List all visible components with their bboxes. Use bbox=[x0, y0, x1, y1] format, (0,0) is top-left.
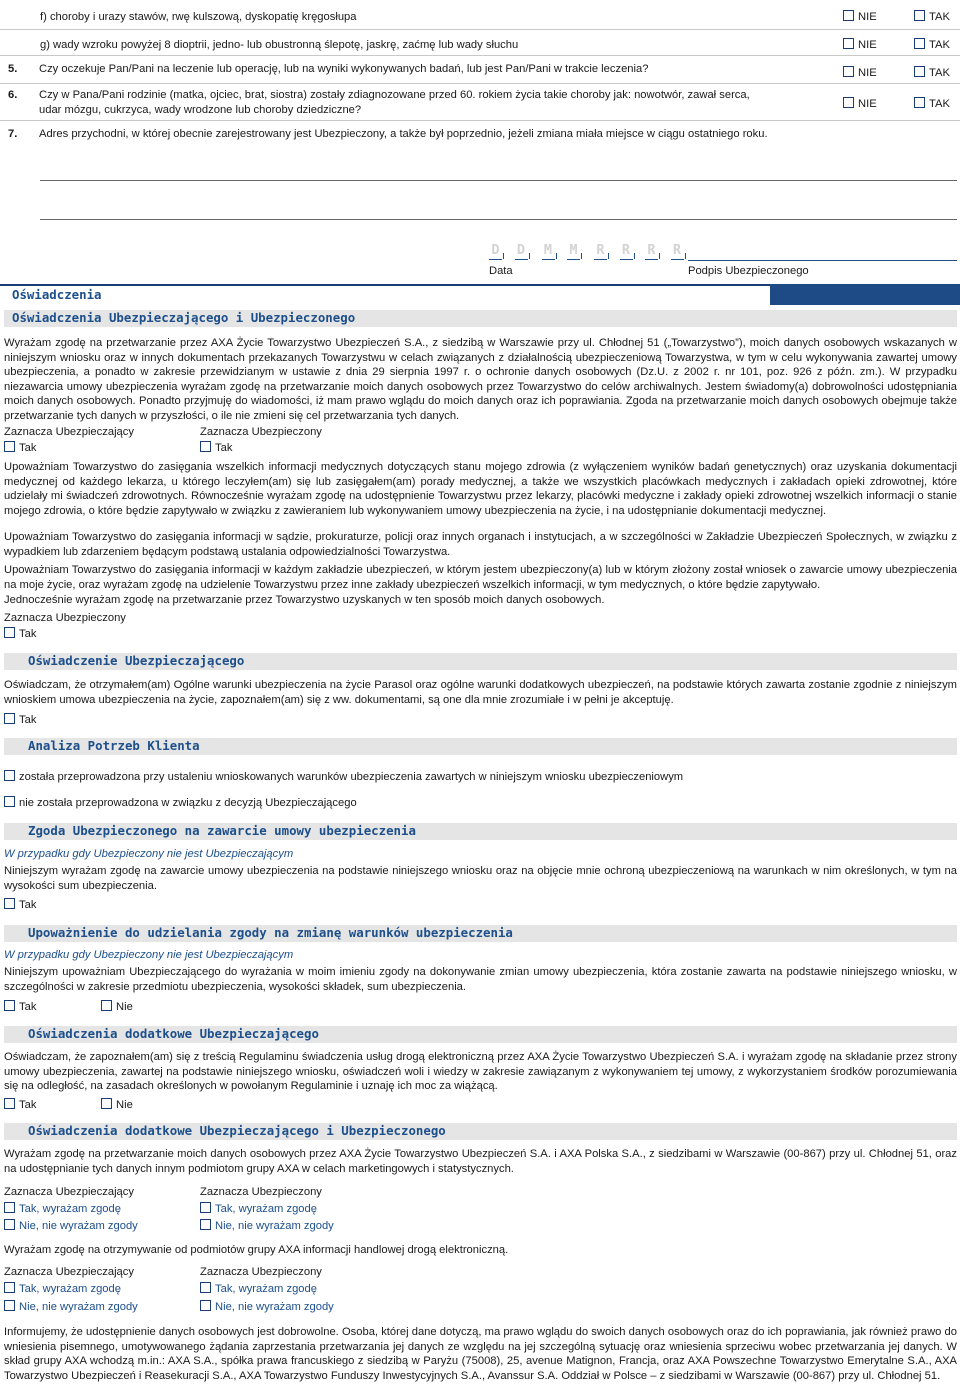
signature-label: Podpis Ubezpieczonego bbox=[688, 265, 809, 277]
consent-paragraph-4: Upoważniam Towarzystwo do zasięgania informacji w każdym zakładzie ubezpieczeń, w którym jestem ubezpieczony(a) lub w którym złożony został wniosek o zawarcie umowy ubezpieczenia na moje życie, oraz wyrażam zgodę na udzielenie Towarzystwu przez inne zakłady ubezpieczeń wszelkich informacji, w tym medycznych, o które będzie zapytywało. bbox=[4, 564, 957, 591]
p1-ubezpieczony-tak[interactable] bbox=[200, 441, 232, 456]
q-f-nie-option[interactable] bbox=[843, 10, 877, 25]
p1-ubezpieczajacy-tak[interactable] bbox=[4, 441, 36, 456]
date-digit[interactable]: D bbox=[489, 241, 502, 260]
electronic-ubezpieczajacy-nie[interactable] bbox=[4, 1300, 138, 1315]
option-label: Nie, nie wyrażam zgody bbox=[19, 1220, 138, 1232]
divider bbox=[0, 55, 960, 56]
divider bbox=[0, 120, 960, 121]
question-5 bbox=[8, 62, 828, 77]
checkbox[interactable] bbox=[843, 10, 854, 21]
option-label: Nie, nie wyrażam zgody bbox=[215, 1220, 334, 1232]
checkbox[interactable] bbox=[4, 770, 15, 781]
section-heading-osw-ubezpieczajacego: Oświadczenie Ubezpieczającego bbox=[28, 653, 245, 668]
question-text: udar mózgu, cukrzyca, wady wrodzone lub choroby dziedziczne? bbox=[39, 103, 362, 116]
q-g-nie-option[interactable] bbox=[843, 38, 877, 53]
consent-paragraph-2: Upoważniam Towarzystwo do zasięgania wszelkich informacji medycznych dotyczących stanu mojego zdrowia (z wyłączeniem wyników badań genetycznych) oraz uzyskania dokumentacji medycznej od każdego lekarza, u którego leczyłem(am) się lub zasięgałem(am) porady medycznej, a także we wszystkich placówkach medycznych i zakładach opieki zdrowotnej, które udzielały mi świadczeń zdrowotnych. Równocześnie wyrażam zgodę na udostępnienie Towarzystwu przez lekarzy, placówki medyczne i zakłady opieki zdrowotnej wszelkich informacji o stanie mojego zdrowia, o które będzie zapytywało w związku z zawieraniem lub wykonywaniem umowy ubezpieczenia na życie, i na udostępnianie dokumentacji medycznej. bbox=[4, 461, 957, 517]
question-f: f) choroby i urazy stawów, rwę kulszową, dyskopatię kręgosłupa bbox=[40, 11, 357, 23]
checkbox[interactable] bbox=[4, 627, 15, 638]
checkbox[interactable] bbox=[4, 713, 15, 724]
option-label: Tak, wyrażam zgodę bbox=[215, 1283, 317, 1295]
checkbox[interactable] bbox=[4, 441, 15, 452]
upowaznienie-paragraph: Niniejszym upoważniam Ubezpieczającego do wyrażania w moim imieniu zgody na dokonywanie zmian umowy ubezpieczenia, która zostanie zawarta na podstawie niniejszego wniosku, w szczególności w zakresie przedmiotu ubezpieczenia, wysokości składek, sum ubezpieczenia. bbox=[4, 966, 957, 993]
marketing-ubezpieczajacy-tak[interactable] bbox=[4, 1202, 121, 1217]
tak-label: TAK bbox=[929, 98, 950, 110]
owu-paragraph: Oświadczam, że otrzymałem(am) Ogólne warunki ubezpieczenia na życie Parasol oraz ogólne warunki dodatkowych ubezpieczeń, na podstawie których zawarta zostanie zgodnie z niniejszym wnioskiem umowa ubezpieczenia na życie, zapoznałem(am) się z ww. dokumentami, są one dla mnie zrozumiałe i w pełni je akceptuję. bbox=[4, 679, 957, 706]
consent-paragraph-5: Jednocześnie wyrażam zgodę na przetwarzanie przez Towarzystwo uzyskanych w ten sposób moich danych osobowych. bbox=[4, 594, 605, 606]
q-g-tak-option[interactable] bbox=[914, 38, 950, 53]
checkbox[interactable] bbox=[200, 1202, 211, 1213]
tak-label: TAK bbox=[929, 39, 950, 51]
zgoda-tak[interactable] bbox=[4, 898, 36, 913]
date-digit[interactable]: R bbox=[645, 241, 658, 260]
option-label: została przeprowadzona przy ustaleniu wnioskowanych warunków ubezpieczenia zawartych w niniejszym wniosku ubezpieczeniowym bbox=[19, 771, 684, 783]
checkbox[interactable] bbox=[914, 10, 925, 21]
analiza-option-2[interactable] bbox=[4, 796, 357, 811]
q6-tak-option[interactable] bbox=[914, 97, 950, 112]
zaznacza-ubezpieczajacy-label: Zaznacza Ubezpieczający bbox=[4, 426, 134, 438]
nie-label: NIE bbox=[858, 39, 877, 51]
question-text: Adres przychodni, w której obecnie zarejestrowany jest Ubezpieczony, a także był poprzednio, jeżeli zmiana miała miejsce w ciągu ostatniego roku. bbox=[39, 128, 768, 140]
checkbox[interactable] bbox=[200, 441, 211, 452]
option-label: Tak, wyrażam zgodę bbox=[19, 1203, 121, 1215]
q5-tak-option[interactable] bbox=[914, 66, 950, 81]
analiza-option-1[interactable] bbox=[4, 770, 683, 785]
date-digit[interactable]: R bbox=[594, 241, 607, 260]
checkbox[interactable] bbox=[843, 66, 854, 77]
zaznacza-ubezpieczony-label: Zaznacza Ubezpieczony bbox=[200, 1186, 322, 1198]
date-input[interactable] bbox=[489, 241, 696, 260]
electronic-ubezpieczony-nie[interactable] bbox=[200, 1300, 334, 1315]
section-heading-zgoda: Zgoda Ubezpieczonego na zawarcie umowy ubezpieczenia bbox=[28, 823, 416, 838]
zgoda-paragraph: Niniejszym wyrażam zgodę na zawarcie umowy ubezpieczenia na podstawie niniejszego wniosku oraz na objęcie mnie ochroną ubezpieczeniową na warunkach w nim określonych, w tym na wysokości sum ubezpieczenia. bbox=[4, 865, 957, 892]
marketing-ubezpieczony-tak[interactable] bbox=[200, 1202, 317, 1217]
address-input-line-1[interactable] bbox=[40, 180, 957, 181]
option-label: Tak bbox=[19, 899, 37, 911]
checkbox[interactable] bbox=[843, 97, 854, 108]
question-6 bbox=[8, 88, 828, 117]
p2-ubezpieczony-tak[interactable] bbox=[4, 627, 36, 642]
option-label: Tak bbox=[19, 714, 37, 726]
final-information-paragraph: Informujemy, że udostępnienie danych osobowych jest dobrowolne. Osoba, której dane dotyczą, ma prawo wglądu do swoich danych osobowych oraz do ich poprawiania, jak również prawo do wniesienia pisemnego, umotywowanego żądania zaprzestania przetwarzania jej danych ze względu na jej szczególną sytuację oraz wniesienia sprzeciwu wobec przetwarzania jej danych. W skład grupy AXA wchodzą m.in.: AXA S.A., spółka prawa francuskiego z siedzibą w Paryżu (75008), 25, avenue Matignon, Francja, oraz AXA Powszechne Towarzystwo Emerytalne S.A., AXA Towarzystwo Ubezpieczeń i Reasekuracji S.A., AXA Towarzystwo Funduszy Inwestycyjnych S.A., Avanssur S.A. Oddział w Polsce – z siedzibami w Warszawie (00-867) przy ul. Chłodnej 51. bbox=[4, 1326, 957, 1382]
zaznacza-ubezpieczony-label: Zaznacza Ubezpieczony bbox=[200, 426, 322, 438]
question-7 bbox=[8, 127, 958, 142]
option-label: Nie bbox=[116, 1099, 133, 1111]
divider bbox=[0, 83, 960, 84]
section-heading-oswiadczenia: Oświadczenia bbox=[12, 287, 102, 302]
checkbox[interactable] bbox=[200, 1282, 211, 1293]
dodatkowe-nie[interactable] bbox=[101, 1098, 133, 1113]
section-heading-analiza: Analiza Potrzeb Klienta bbox=[28, 738, 200, 753]
checkbox[interactable] bbox=[4, 1098, 15, 1109]
dodatkowe-paragraph: Oświadczam, że zapoznałem(am) się z treścią Regulaminu świadczenia usług drogą elektroniczną przez AXA Życie Towarzystwo Ubezpieczeń S.A. i wyrażam zgodę na składanie przez strony umowy ubezpieczenia, zawartej na podstawie niniejszego wniosku, oświadczeń woli i wiedzy w zakresie zawiązanym z wykonywaniem tej umowy, z wykorzystaniem środków porozumiewania się na odległość, na zasadach określonych w powołanym Regulaminie i uznaję ich moc za wiążącą. bbox=[4, 1051, 957, 1092]
electronic-ubezpieczajacy-tak[interactable] bbox=[4, 1282, 121, 1297]
option-label: nie została przeprowadzona w związku z decyzją Ubezpieczającego bbox=[19, 797, 357, 809]
option-label: Tak, wyrażam zgodę bbox=[19, 1283, 121, 1295]
upowaznienie-tak[interactable] bbox=[4, 1000, 36, 1015]
section-heading-dodatkowe: Oświadczenia dodatkowe Ubezpieczającego bbox=[28, 1026, 319, 1041]
upowaznienie-nie[interactable] bbox=[101, 1000, 133, 1015]
zaznacza-ubezpieczony-label: Zaznacza Ubezpieczony bbox=[4, 612, 126, 624]
q-f-tak-option[interactable] bbox=[914, 10, 950, 25]
date-label: Data bbox=[489, 265, 513, 277]
checkbox[interactable] bbox=[4, 1282, 15, 1293]
checkbox[interactable] bbox=[101, 1098, 112, 1109]
checkbox[interactable] bbox=[4, 1202, 15, 1213]
upowaznienie-condition: W przypadku gdy Ubezpieczony nie jest Ubezpieczającym bbox=[4, 949, 294, 961]
checkbox[interactable] bbox=[914, 38, 925, 49]
option-label: Tak bbox=[19, 1001, 37, 1013]
checkbox[interactable] bbox=[4, 898, 15, 909]
marketing-ubezpieczajacy-nie[interactable] bbox=[4, 1219, 138, 1234]
address-input-line-2[interactable] bbox=[40, 219, 957, 220]
option-label: Tak bbox=[19, 442, 37, 454]
checkbox[interactable] bbox=[914, 66, 925, 77]
question-text: Czy w Pana/Pani rodzinie (matka, ojciec, brat, siostra) zostały zdiagnozowane przed 60. rokiem życia takie choroby jak: nowotwór, zawał serca, bbox=[39, 89, 750, 101]
electronic-info-paragraph: Wyrażam zgodę na otrzymywanie od podmiotów grupy AXA informacji handlowej drogą elektroniczną. bbox=[4, 1244, 509, 1256]
consent-paragraph-1: Wyrażam zgodę na przetwarzanie przez AXA Życie Towarzystwo Ubezpieczeń S.A., z siedzibą w Warszawie przy ul. Chłodnej 51 („Towarzystwo”), moich danych osobowych wskazanych w niniejszym wniosku oraz w innych dokumentach przekazanych Towarzystwu w celach związanych z działalnością ubezpieczeniową Towarzystwa, w tym w celu wykonywania zawartej umowy ubezpieczenia, a ponadto w zakresie przewidzianym w ustawie z dnia 29 sierpnia 1997 r. o ochronie danych osobowych (Dz.U. z 2002 r. nr 101, poz. 926 z późn. zm.). W przypadku niezawarcia umowy ubezpieczenia wyrażam zgodę na przetwarzanie moich danych osobowych przez Towarzystwo do celów archiwalnych. Jestem świadomy(a) dobrowolności udostępniania moich danych osobowych. Ponadto przyjmuję do wiadomości, iż mam prawo wglądu do moich danych oraz ich poprawiania. Zgoda na przetwarzanie moich danych osobowych obejmuje także przetwarzanie tych danych w przyszłości, o ile nie zmieni się cel przetwarzania tych danych. bbox=[4, 337, 957, 422]
header-accent bbox=[770, 284, 960, 305]
nie-label: NIE bbox=[858, 98, 877, 110]
date-digit[interactable]: R bbox=[620, 241, 633, 260]
option-label: Tak bbox=[19, 628, 37, 640]
section-heading-upowaznienie: Upoważnienie do udzielania zgody na zmianę warunków ubezpieczenia bbox=[28, 925, 513, 940]
q5-nie-option[interactable] bbox=[843, 66, 877, 81]
question-number: 7. bbox=[8, 128, 18, 140]
question-number: 5. bbox=[8, 63, 18, 75]
option-label: Tak bbox=[19, 1099, 37, 1111]
checkbox[interactable] bbox=[200, 1219, 211, 1230]
zaznacza-ubezpieczajacy-label: Zaznacza Ubezpieczający bbox=[4, 1186, 134, 1198]
question-number: 6. bbox=[8, 89, 18, 101]
zaznacza-ubezpieczony-label: Zaznacza Ubezpieczony bbox=[200, 1266, 322, 1278]
question-text: Czy oczekuje Pan/Pani na leczenie lub operację, lub na wyniki wykonywanych badań, lub jest Pan/Pani w trakcie leczenia? bbox=[39, 63, 649, 75]
option-label: Tak, wyrażam zgodę bbox=[215, 1203, 317, 1215]
option-label: Nie bbox=[116, 1001, 133, 1013]
checkbox[interactable] bbox=[4, 1219, 15, 1230]
nie-label: NIE bbox=[858, 11, 877, 23]
zaznacza-ubezpieczajacy-label: Zaznacza Ubezpieczający bbox=[4, 1266, 134, 1278]
tak-label: TAK bbox=[929, 67, 950, 79]
checkbox[interactable] bbox=[4, 1000, 15, 1011]
section-heading-osw-ubezp: Oświadczenia Ubezpieczającego i Ubezpieczonego bbox=[12, 310, 356, 325]
checkbox[interactable] bbox=[101, 1000, 112, 1011]
date-digit[interactable]: D bbox=[515, 241, 528, 260]
tak-label: TAK bbox=[929, 11, 950, 23]
zgoda-condition: W przypadku gdy Ubezpieczony nie jest Ubezpieczającym bbox=[4, 848, 294, 860]
electronic-ubezpieczony-tak[interactable] bbox=[200, 1282, 317, 1297]
section-heading-dodatkowe-obu: Oświadczenia dodatkowe Ubezpieczającego i Ubezpieczonego bbox=[28, 1123, 446, 1138]
dodatkowe-tak[interactable] bbox=[4, 1098, 36, 1113]
option-label: Nie, nie wyrażam zgody bbox=[215, 1301, 334, 1313]
question-g: g) wady wzroku powyżej 8 dioptrii, jedno- lub obustronną ślepotę, jaskrę, zaćmę lub wady słuchu bbox=[40, 39, 519, 51]
signature-line[interactable] bbox=[688, 260, 957, 261]
checkbox[interactable] bbox=[843, 38, 854, 49]
consent-paragraph-3: Upoważniam Towarzystwo do zasięgania informacji w sądzie, prokuraturze, policji oraz innych organach i instytucjach, a w szczególności w Zakładzie Ubezpieczeń Społecznych, w związku z wypadkiem lub zdarzeniem będącym podstawą ustalania odpowiedzialności Towarzystwa. bbox=[4, 531, 957, 558]
marketing-paragraph: Wyrażam zgodę na przetwarzanie moich danych osobowych przez AXA Życie Towarzystwo Ubezpieczeń S.A. i AXA Polska S.A., z siedzibami w Warszawie (00-867) przy ul. Chłodnej 51, oraz na udostępnianie tych danych innym podmiotom grupy AXA w celach marketingowych i statystycznych. bbox=[4, 1148, 957, 1175]
date-digit[interactable]: R bbox=[671, 241, 684, 260]
checkbox[interactable] bbox=[914, 97, 925, 108]
checkbox[interactable] bbox=[4, 1300, 15, 1311]
owu-tak[interactable] bbox=[4, 713, 36, 728]
checkbox[interactable] bbox=[4, 796, 15, 807]
date-digit[interactable]: M bbox=[567, 241, 580, 260]
option-label: Tak bbox=[215, 442, 233, 454]
date-digit[interactable]: M bbox=[542, 241, 555, 260]
q6-nie-option[interactable] bbox=[843, 97, 877, 112]
divider bbox=[0, 29, 960, 30]
nie-label: NIE bbox=[858, 67, 877, 79]
marketing-ubezpieczony-nie[interactable] bbox=[200, 1219, 334, 1234]
checkbox[interactable] bbox=[200, 1300, 211, 1311]
option-label: Nie, nie wyrażam zgody bbox=[19, 1301, 138, 1313]
